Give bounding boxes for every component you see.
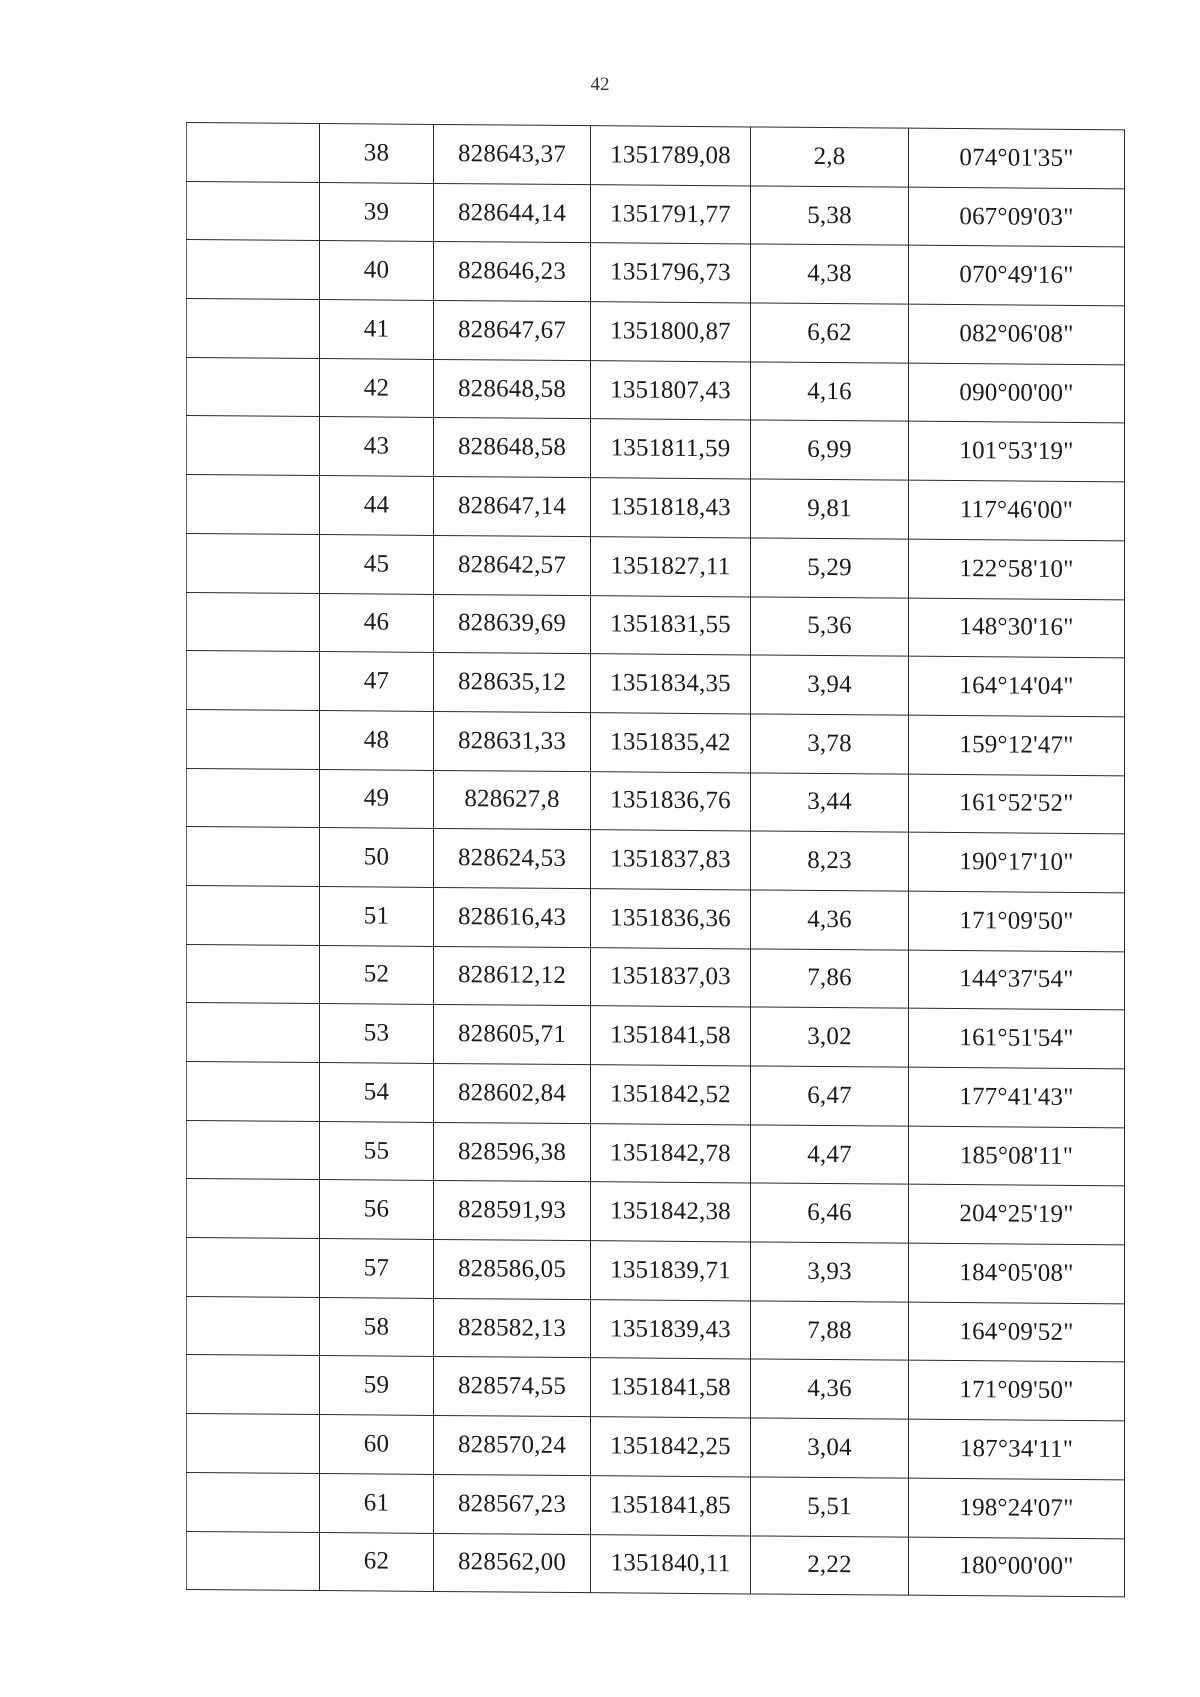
x-coordinate-cell: 828646,23 xyxy=(434,242,591,302)
point-number-cell: 38 xyxy=(320,124,434,184)
section-cell xyxy=(187,357,320,417)
direction-angle-cell: 184°05'08" xyxy=(909,1243,1125,1303)
point-number-cell: 57 xyxy=(320,1239,434,1299)
section-cell xyxy=(187,827,320,887)
x-coordinate-cell: 828631,33 xyxy=(434,711,591,771)
segment-length-cell: 3,94 xyxy=(751,655,909,715)
point-number-cell: 62 xyxy=(320,1532,434,1592)
x-coordinate-cell: 828612,12 xyxy=(434,946,591,1006)
point-number-cell: 53 xyxy=(320,1004,434,1064)
y-coordinate-cell: 1351827,11 xyxy=(591,536,751,596)
direction-angle-cell: 164°09'52" xyxy=(909,1302,1125,1362)
direction-angle-cell: 144°37'54" xyxy=(909,950,1125,1010)
segment-length-cell: 4,38 xyxy=(751,244,909,304)
section-cell xyxy=(187,416,320,476)
section-cell xyxy=(187,533,320,593)
x-coordinate-cell: 828586,05 xyxy=(434,1240,591,1300)
x-coordinate-cell: 828602,84 xyxy=(434,1063,591,1123)
y-coordinate-cell: 1351836,36 xyxy=(591,889,751,949)
x-coordinate-cell: 828627,8 xyxy=(434,770,591,830)
section-cell xyxy=(187,1120,320,1180)
point-number-cell: 43 xyxy=(320,417,434,477)
section-cell xyxy=(187,1238,320,1298)
x-coordinate-cell: 828648,58 xyxy=(434,418,591,478)
direction-angle-cell: 164°14'04" xyxy=(909,656,1125,716)
y-coordinate-cell: 1351800,87 xyxy=(591,302,751,362)
table-row xyxy=(187,944,1125,1010)
section-cell xyxy=(187,651,320,711)
point-number-cell: 42 xyxy=(320,358,434,418)
direction-angle-cell: 171°09'50" xyxy=(909,1361,1125,1421)
segment-length-cell: 3,44 xyxy=(751,772,909,832)
table-row xyxy=(187,651,1125,717)
section-cell xyxy=(187,1179,320,1239)
segment-length-cell: 2,8 xyxy=(751,127,909,187)
y-coordinate-cell: 1351842,38 xyxy=(591,1182,751,1242)
point-number-cell: 56 xyxy=(320,1180,434,1240)
section-cell xyxy=(187,1296,320,1356)
x-coordinate-cell: 828567,23 xyxy=(434,1474,591,1534)
direction-angle-cell: 185°08'11" xyxy=(909,1126,1125,1186)
x-coordinate-cell: 828635,12 xyxy=(434,653,591,713)
direction-angle-cell: 074°01'35" xyxy=(909,128,1125,188)
point-number-cell: 51 xyxy=(320,886,434,946)
segment-length-cell: 3,04 xyxy=(751,1418,909,1478)
direction-angle-cell: 198°24'07" xyxy=(909,1478,1125,1538)
point-number-cell: 60 xyxy=(320,1415,434,1475)
table-row xyxy=(187,709,1125,775)
segment-length-cell: 5,29 xyxy=(751,538,909,598)
y-coordinate-cell: 1351842,25 xyxy=(591,1417,751,1477)
table-row xyxy=(187,1179,1125,1245)
x-coordinate-cell: 828648,58 xyxy=(434,359,591,419)
x-coordinate-cell: 828647,67 xyxy=(434,301,591,361)
direction-angle-cell: 090°00'00" xyxy=(909,363,1125,423)
section-cell xyxy=(187,1003,320,1063)
segment-length-cell: 4,16 xyxy=(751,362,909,422)
y-coordinate-cell: 1351841,58 xyxy=(591,1358,751,1418)
direction-angle-cell: 171°09'50" xyxy=(909,891,1125,951)
segment-length-cell: 3,02 xyxy=(751,1007,909,1067)
table-row xyxy=(187,1296,1125,1362)
segment-length-cell: 7,86 xyxy=(751,949,909,1009)
segment-length-cell: 6,62 xyxy=(751,303,909,363)
table-row xyxy=(187,1531,1125,1597)
direction-angle-cell: 187°34'11" xyxy=(909,1419,1125,1479)
point-number-cell: 50 xyxy=(320,828,434,888)
section-cell xyxy=(187,944,320,1004)
segment-length-cell: 7,88 xyxy=(751,1301,909,1361)
table-row xyxy=(187,357,1125,423)
direction-angle-cell: 177°41'43" xyxy=(909,1067,1125,1127)
point-number-cell: 55 xyxy=(320,1121,434,1181)
direction-angle-cell: 161°52'52" xyxy=(909,774,1125,834)
direction-angle-cell: 067°09'03" xyxy=(909,187,1125,247)
section-cell xyxy=(187,1531,320,1591)
segment-length-cell: 3,93 xyxy=(751,1242,909,1302)
segment-length-cell: 4,36 xyxy=(751,1359,909,1419)
direction-angle-cell: 161°51'54" xyxy=(909,1008,1125,1068)
x-coordinate-cell: 828644,14 xyxy=(434,183,591,243)
point-number-cell: 45 xyxy=(320,534,434,594)
table-row xyxy=(187,1062,1125,1128)
section-cell xyxy=(187,240,320,300)
y-coordinate-cell: 1351818,43 xyxy=(591,478,751,538)
segment-length-cell: 8,23 xyxy=(751,831,909,891)
section-cell xyxy=(187,1472,320,1532)
direction-angle-cell: 122°58'10" xyxy=(909,539,1125,599)
direction-angle-cell: 204°25'19" xyxy=(909,1185,1125,1245)
point-number-cell: 41 xyxy=(320,300,434,360)
point-number-cell: 59 xyxy=(320,1356,434,1416)
y-coordinate-cell: 1351791,77 xyxy=(591,184,751,244)
y-coordinate-cell: 1351835,42 xyxy=(591,713,751,773)
table-row xyxy=(187,1355,1125,1421)
table-row xyxy=(187,181,1125,247)
x-coordinate-cell: 828639,69 xyxy=(434,594,591,654)
section-cell xyxy=(187,709,320,769)
y-coordinate-cell: 1351807,43 xyxy=(591,360,751,420)
table-row xyxy=(187,123,1125,189)
x-coordinate-cell: 828591,93 xyxy=(434,1181,591,1241)
table-row xyxy=(187,827,1125,893)
direction-angle-cell: 180°00'00" xyxy=(909,1537,1125,1597)
y-coordinate-cell: 1351831,55 xyxy=(591,595,751,655)
direction-angle-cell: 159°12'47" xyxy=(909,715,1125,775)
section-cell xyxy=(187,1355,320,1415)
x-coordinate-cell: 828643,37 xyxy=(434,124,591,184)
segment-length-cell: 5,36 xyxy=(751,596,909,656)
table-row xyxy=(187,768,1125,834)
segment-length-cell: 5,38 xyxy=(751,186,909,246)
point-number-cell: 44 xyxy=(320,476,434,536)
y-coordinate-cell: 1351837,83 xyxy=(591,830,751,890)
page-number: 42 xyxy=(590,74,610,95)
point-number-cell: 40 xyxy=(320,241,434,301)
y-coordinate-cell: 1351834,35 xyxy=(591,654,751,714)
table-row xyxy=(187,1414,1125,1480)
point-number-cell: 46 xyxy=(320,593,434,653)
x-coordinate-cell: 828570,24 xyxy=(434,1416,591,1476)
y-coordinate-cell: 1351836,76 xyxy=(591,771,751,831)
segment-length-cell: 4,36 xyxy=(751,890,909,950)
y-coordinate-cell: 1351789,08 xyxy=(591,126,751,186)
point-number-cell: 39 xyxy=(320,182,434,242)
point-number-cell: 47 xyxy=(320,652,434,712)
x-coordinate-cell: 828647,14 xyxy=(434,477,591,537)
direction-angle-cell: 190°17'10" xyxy=(909,832,1125,892)
section-cell xyxy=(187,768,320,828)
y-coordinate-cell: 1351837,03 xyxy=(591,947,751,1007)
table-row xyxy=(187,475,1125,541)
section-cell xyxy=(187,299,320,359)
x-coordinate-cell: 828574,55 xyxy=(434,1357,591,1417)
table-row xyxy=(187,416,1125,482)
segment-length-cell: 2,22 xyxy=(751,1535,909,1595)
segment-length-cell: 6,46 xyxy=(751,1183,909,1243)
section-cell xyxy=(187,1414,320,1474)
direction-angle-cell: 148°30'16" xyxy=(909,598,1125,658)
direction-angle-cell: 070°49'16" xyxy=(909,246,1125,306)
table-row xyxy=(187,885,1125,951)
section-cell xyxy=(187,181,320,241)
point-number-cell: 54 xyxy=(320,1063,434,1123)
segment-length-cell: 6,99 xyxy=(751,420,909,480)
y-coordinate-cell: 1351839,71 xyxy=(591,1241,751,1301)
x-coordinate-cell: 828596,38 xyxy=(434,1122,591,1182)
point-number-cell: 52 xyxy=(320,945,434,1005)
point-number-cell: 49 xyxy=(320,769,434,829)
x-coordinate-cell: 828582,13 xyxy=(434,1298,591,1358)
table-row xyxy=(187,533,1125,599)
segment-length-cell: 5,51 xyxy=(751,1477,909,1537)
direction-angle-cell: 101°53'19" xyxy=(909,422,1125,482)
segment-length-cell: 9,81 xyxy=(751,479,909,539)
point-number-cell: 58 xyxy=(320,1297,434,1357)
y-coordinate-cell: 1351842,52 xyxy=(591,1065,751,1125)
coordinates-table xyxy=(186,122,1125,1598)
segment-length-cell: 3,78 xyxy=(751,714,909,774)
x-coordinate-cell: 828562,00 xyxy=(434,1533,591,1593)
table-row xyxy=(187,1003,1125,1069)
y-coordinate-cell: 1351842,78 xyxy=(591,1123,751,1183)
direction-angle-cell: 117°46'00" xyxy=(909,480,1125,540)
section-cell xyxy=(187,1062,320,1122)
segment-length-cell: 4,47 xyxy=(751,1125,909,1185)
segment-length-cell: 6,47 xyxy=(751,1066,909,1126)
section-cell xyxy=(187,885,320,945)
table-row xyxy=(187,299,1125,365)
table-row xyxy=(187,592,1125,658)
section-cell xyxy=(187,123,320,183)
y-coordinate-cell: 1351796,73 xyxy=(591,243,751,303)
y-coordinate-cell: 1351841,58 xyxy=(591,1006,751,1066)
table-body xyxy=(187,123,1125,1598)
x-coordinate-cell: 828616,43 xyxy=(434,887,591,947)
section-cell xyxy=(187,475,320,535)
y-coordinate-cell: 1351811,59 xyxy=(591,419,751,479)
table-row xyxy=(187,240,1125,306)
x-coordinate-cell: 828605,71 xyxy=(434,1005,591,1065)
table-row xyxy=(187,1238,1125,1304)
point-number-cell: 48 xyxy=(320,710,434,770)
table-row xyxy=(187,1120,1125,1186)
x-coordinate-cell: 828624,53 xyxy=(434,829,591,889)
section-cell xyxy=(187,592,320,652)
table-row xyxy=(187,1472,1125,1538)
y-coordinate-cell: 1351841,85 xyxy=(591,1475,751,1535)
y-coordinate-cell: 1351839,43 xyxy=(591,1299,751,1359)
point-number-cell: 61 xyxy=(320,1473,434,1533)
direction-angle-cell: 082°06'08" xyxy=(909,304,1125,364)
y-coordinate-cell: 1351840,11 xyxy=(591,1534,751,1594)
x-coordinate-cell: 828642,57 xyxy=(434,535,591,595)
